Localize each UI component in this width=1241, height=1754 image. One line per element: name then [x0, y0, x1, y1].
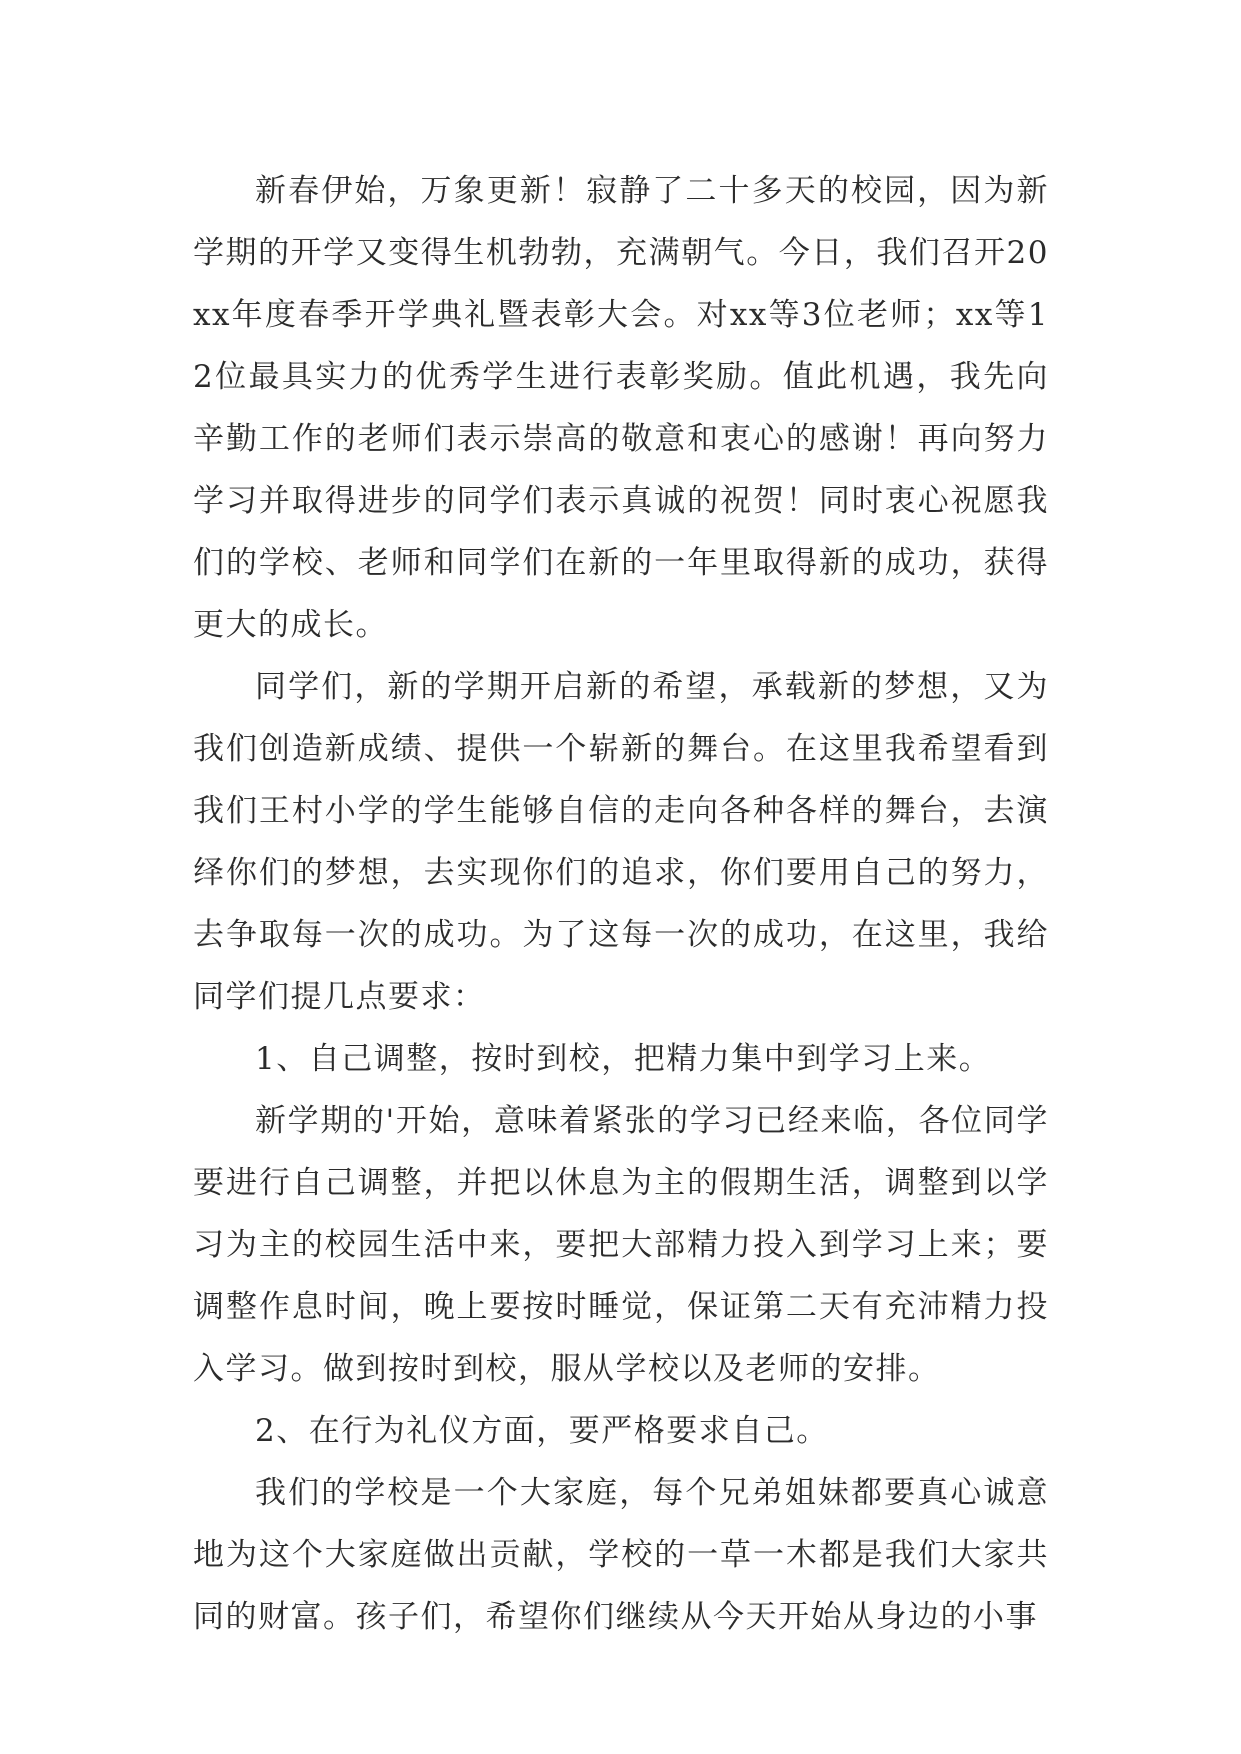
requirement-1-heading: 1、自己调整，按时到校，把精力集中到学习上来。 [255, 1041, 992, 1077]
paragraph-students-hope: 同学们，新的学期开启新的希望，承载新的梦想，又为我们创造新成绩、提供一个崭新的舞台。在这里我希望看到我们王村小学的学生能够自信的走向各种各样的舞台，去演绎你们的梦想，去实现你们的追求，你们要用自己的努力，去争取每一次的成功。为了这每一次的成功，在这里，我给同学们提几点要求： [193, 669, 1049, 1015]
paragraph-requirement-2: 我们的学校是一个大家庭，每个兄弟姐妹都要真心诚意地为这个大家庭做出贡献，学校的一草一木都是我们大家共同的财富。孩子们，希望你们继续从今天开始从身边的小事 [193, 1475, 1049, 1635]
document-body [193, 160, 1049, 1648]
paragraph-opening: 新春伊始，万象更新！寂静了二十多天的校园，因为新学期的开学又变得生机勃勃，充满朝气。今日，我们召开20xx年度春季开学典礼暨表彰大会。对xx等3位老师；xx等12位最具实力的优秀学生进行表彰奖励。值此机遇，我先向辛勤工作的老师们表示崇高的敬意和衷心的感谢！再向努力学习并取得进步的同学们表示真诚的祝贺！同时衷心祝愿我们的学校、老师和同学们在新的一年里取得新的成功，获得更大的成长。 [193, 173, 1049, 643]
requirement-2-heading: 2、在行为礼仪方面，要严格要求自己。 [255, 1413, 829, 1449]
paragraph-requirement-1: 新学期的'开始，意味着紧张的学习已经来临，各位同学要进行自己调整，并把以休息为主的假期生活，调整到以学习为主的校园生活中来，要把大部精力投入到学习上来；要调整作息时间，晚上要按时睡觉，保证第二天有充沛精力投入学习。做到按时到校，服从学校以及老师的安排。 [193, 1103, 1049, 1387]
